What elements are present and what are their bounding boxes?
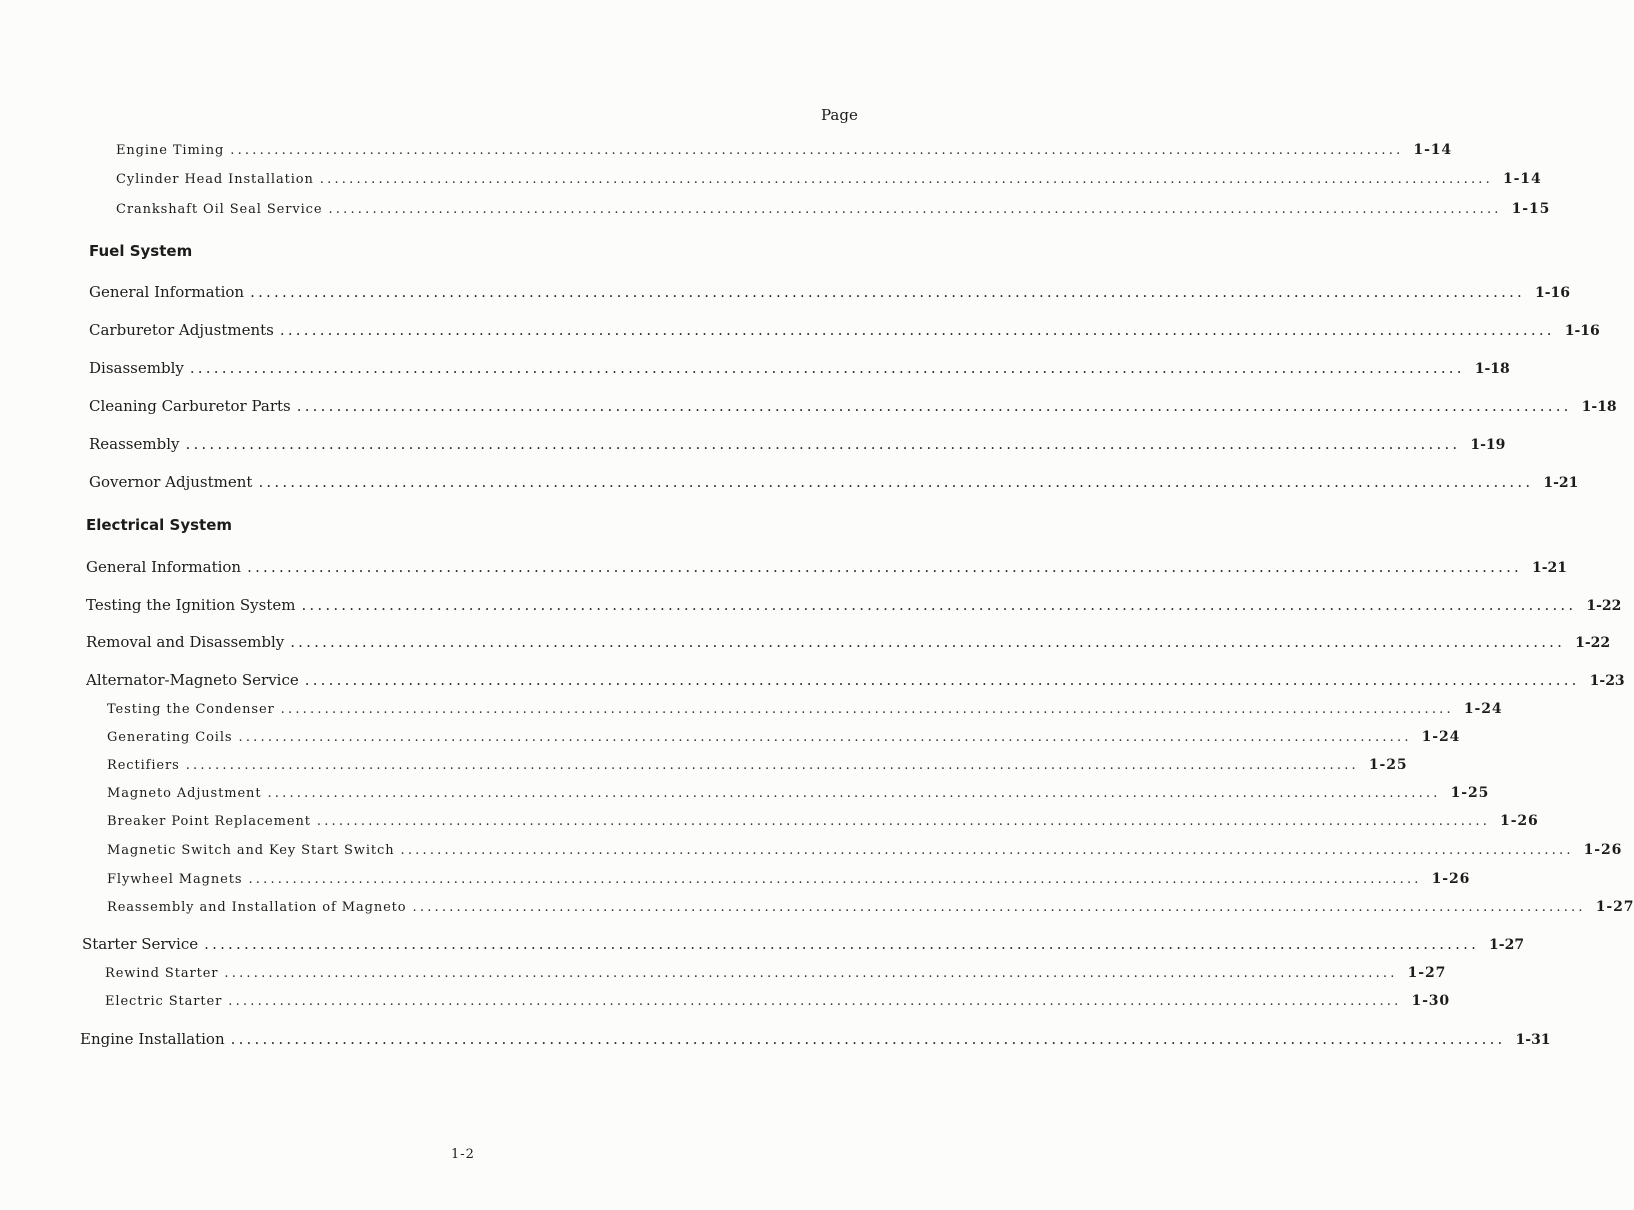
leader-dots: ................................................................................................................................................................ [258,473,1534,491]
toc-entry [82,935,1525,953]
toc-entry-label: Breaker Point Replacement [107,814,311,829]
toc-entry-page: 1-19 [1470,437,1506,453]
toc-entry-page: 1-21 [1532,560,1568,576]
toc-entry-page: 1-26 [1583,842,1623,858]
toc-entry-label: Removal and Disassembly [86,633,285,651]
toc-entry-label: Flywheel Magnets [107,872,243,887]
toc-entry [89,435,1506,453]
toc-entry-page: 1-27 [1489,937,1525,953]
toc-entry-label: Testing the Condenser [107,702,275,717]
leader-dots: ................................................................................................................................................................ [280,702,1454,717]
toc-entry [116,201,1551,217]
toc-entry-label: Starter Service [82,935,199,953]
leader-dots: ................................................................................................................................................................ [230,143,1404,158]
toc-entry-label: Cylinder Head Installation [116,172,314,187]
toc-entry-page: 1-21 [1543,475,1579,491]
toc-entry-label: Magnetic Switch and Key Start Switch [107,843,395,858]
leader-dots: ................................................................................................................................................................ [185,758,1359,773]
page-number: 1-2 [451,1147,475,1162]
toc-entry-page: 1-22 [1586,598,1622,614]
toc-entry [107,871,1471,887]
leader-dots: ................................................................................................................................................................ [248,872,1422,887]
toc-entry-page: 1-30 [1411,993,1451,1009]
toc-entry-page: 1-22 [1575,635,1611,651]
leader-dots: ................................................................................................................................................................ [247,558,1522,576]
toc-entry-page: 1-25 [1368,757,1408,773]
toc-entry-page: 1-15 [1511,201,1551,217]
toc-entry-label: Cleaning Carburetor Parts [89,397,291,415]
toc-entry [105,993,1451,1009]
leader-dots: ................................................................................................................................................................ [230,1030,1506,1048]
toc-entry [116,142,1453,158]
toc-entry [89,321,1600,339]
toc-entry-page: 1-24 [1421,729,1461,745]
leader-dots: ................................................................................................................................................................ [412,900,1586,915]
toc-entry [80,1030,1551,1048]
toc-entry-label: Reassembly [89,435,180,453]
toc-entry-label: Reassembly and Installation of Magneto [107,900,407,915]
toc-entry-label: Rewind Starter [105,966,219,981]
section-title-electrical-system: Electrical System [86,516,233,534]
toc-entry [116,171,1542,187]
toc-entry [86,596,1622,614]
leader-dots: ................................................................................................................................................................ [224,966,1398,981]
toc-entry [107,729,1461,745]
toc-entry [86,633,1611,651]
toc-entry-label: Alternator-Magneto Service [86,671,299,689]
toc-entry [86,558,1568,576]
toc-entry [107,785,1490,801]
leader-dots: ................................................................................................................................................................ [238,730,1412,745]
toc-entry-label: Crankshaft Oil Seal Service [116,202,323,217]
toc-entry-page: 1-27 [1595,899,1634,915]
toc-entry [107,842,1623,858]
leader-dots: ................................................................................................................................................................ [290,633,1566,651]
leader-dots: ................................................................................................................................................................ [204,935,1480,953]
leader-dots: ................................................................................................................................................................ [279,321,1555,339]
toc-entry-label: Engine Timing [116,143,225,158]
toc-entry [89,473,1579,491]
leader-dots: ................................................................................................................................................................ [267,786,1441,801]
leader-dots: ................................................................................................................................................................ [400,843,1574,858]
page-column-header: Page [821,106,858,124]
leader-dots: ................................................................................................................................................................ [296,397,1572,415]
leader-dots: ................................................................................................................................................................ [189,359,1465,377]
toc-entry-label: General Information [86,558,242,576]
toc-entry-page: 1-31 [1515,1032,1551,1048]
toc-entry-page: 1-18 [1581,399,1617,415]
toc-entry-label: Disassembly [89,359,184,377]
toc-entry-page: 1-26 [1500,813,1539,829]
toc-entry-label: General Information [89,283,245,301]
leader-dots: ................................................................................................................................................................ [304,671,1580,689]
leader-dots: ................................................................................................................................................................ [328,202,1502,217]
toc-entry [107,813,1539,829]
toc-entry-label: Rectifiers [107,758,180,773]
toc-entry [105,965,1447,981]
toc-entry [107,757,1408,773]
leader-dots: ................................................................................................................................................................ [250,283,1525,301]
toc-entry-label: Generating Coils [107,730,233,745]
toc-entry-label: Testing the Ignition System [86,596,296,614]
leader-dots: ................................................................................................................................................................ [301,596,1577,614]
toc-entry [107,899,1634,915]
toc-entry-page: 1-23 [1589,673,1625,689]
toc-entry [89,283,1571,301]
toc-entry-label: Electric Starter [105,994,223,1009]
toc-entry-page: 1-16 [1535,285,1571,301]
leader-dots: ................................................................................................................................................................ [319,172,1493,187]
toc-entry-page: 1-16 [1564,323,1600,339]
toc-entry-page: 1-18 [1474,361,1510,377]
toc-entry [86,671,1625,689]
toc-entry [107,701,1503,717]
section-title-fuel-system: Fuel System [89,242,193,260]
toc-entry-page: 1-27 [1407,965,1447,981]
toc-entry-page: 1-26 [1431,871,1471,887]
toc-entry-label: Magneto Adjustment [107,786,262,801]
toc-entry [89,359,1510,377]
leader-dots: ................................................................................................................................................................ [316,814,1491,829]
toc-entry-page: 1-14 [1413,142,1453,158]
toc-entry-page: 1-24 [1463,701,1503,717]
toc-entry-label: Engine Installation [80,1030,225,1048]
toc-entry-page: 1-25 [1450,785,1490,801]
toc-entry-label: Carburetor Adjustments [89,321,274,339]
leader-dots: ................................................................................................................................................................ [228,994,1402,1009]
leader-dots: ................................................................................................................................................................ [185,435,1461,453]
toc-entry-page: 1-14 [1502,171,1542,187]
toc-entry-label: Governor Adjustment [89,473,253,491]
toc-entry [89,397,1617,415]
